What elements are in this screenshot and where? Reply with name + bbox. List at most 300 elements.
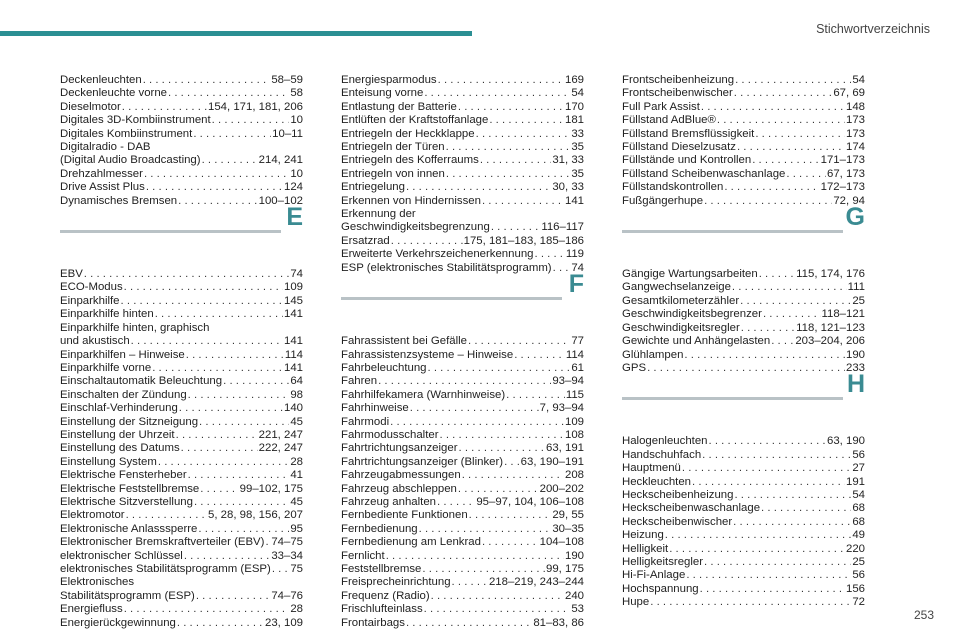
index-entry: [341, 402, 584, 415]
dot-leader: [419, 523, 552, 536]
index-column-1: [60, 74, 303, 630]
index-leader-row: [60, 603, 303, 616]
dot-leader: [459, 442, 545, 455]
index-entry: [341, 523, 584, 536]
dot-leader: [124, 281, 283, 294]
index-leader-row: [622, 295, 865, 308]
index-term: Frischlufteinlass: [341, 603, 423, 616]
dot-leader: [406, 181, 551, 194]
dot-leader: [144, 168, 289, 181]
index-leader-row: [341, 195, 584, 208]
dot-leader: [440, 429, 564, 442]
index-pages: 171–173: [820, 154, 865, 167]
index-leader-row: [622, 268, 865, 281]
index-term: Fahrassistent bei Gefälle: [341, 335, 467, 348]
index-entry: [60, 74, 303, 87]
index-pages: 23, 109: [264, 616, 303, 629]
dot-leader: [761, 502, 851, 515]
index-leader-row: [622, 435, 865, 448]
dot-leader: [84, 268, 290, 281]
section-rule: [60, 230, 281, 233]
index-leader-row: [341, 469, 584, 482]
index-entry: [622, 462, 865, 475]
index-term: GPS: [622, 361, 647, 374]
index-entry: [341, 248, 584, 261]
dot-leader: [702, 449, 851, 462]
index-pages: 222, 247: [258, 442, 303, 455]
index-term: Elektromotor: [60, 509, 125, 522]
index-pages: 54: [571, 87, 584, 100]
dot-leader: [143, 74, 271, 87]
header-accent-bar: [0, 31, 472, 36]
index-pages: 172–173: [820, 181, 865, 194]
index-pages: 56: [852, 448, 865, 461]
index-pages: 118, 121–123: [796, 321, 865, 334]
index-entry: [341, 563, 584, 576]
index-term: Enteisung vorne: [341, 87, 424, 100]
index-pages: 141: [283, 361, 303, 374]
index-leader-row: [341, 349, 584, 362]
index-entry: [341, 536, 584, 549]
dot-leader: [122, 101, 207, 114]
index-pages: 27: [852, 462, 865, 475]
dot-leader: [755, 128, 845, 141]
index-term: Glühlampen: [622, 348, 684, 361]
index-entry: [622, 516, 865, 529]
section-letter: H: [846, 370, 865, 399]
index-term: Einstellung des Datums: [60, 442, 180, 455]
index-entry: [622, 335, 865, 348]
index-leader-row: [60, 590, 303, 603]
index-leader-row: [622, 322, 865, 335]
index-pages: 28: [290, 603, 303, 616]
dot-leader: [406, 617, 532, 630]
index-term: Feststellbremse: [341, 563, 422, 575]
dot-leader: [124, 603, 290, 616]
index-entry: [60, 375, 303, 388]
index-term: Full Park Assist: [622, 100, 700, 113]
index-leader-row: [622, 449, 865, 462]
index-entry: [622, 435, 865, 448]
index-term: Fahrmodi: [341, 415, 390, 428]
index-leader-row: [60, 402, 303, 415]
index-entry: [60, 536, 303, 549]
dot-leader: [734, 489, 851, 502]
index-pages: 35: [571, 167, 584, 180]
index-term: Erkennen von Hindernissen: [341, 194, 481, 207]
index-pages: 114: [284, 348, 303, 361]
dot-leader: [704, 195, 832, 208]
index-entry: [622, 362, 865, 375]
index-pages: 54: [852, 74, 865, 86]
index-entry: [60, 181, 303, 194]
index-leader-row: [341, 416, 584, 429]
index-entry: [622, 268, 865, 281]
index-pages: 74–76: [271, 589, 303, 602]
header-title: Stichwortverzeichnis: [816, 22, 930, 36]
index-pages: 68: [852, 502, 865, 515]
index-term: ESP (elektronisches Stabilitätsprogramm): [341, 261, 552, 274]
index-pages: 100–102: [258, 194, 303, 207]
dot-leader: [701, 101, 845, 114]
index-pages: 63, 190: [826, 435, 865, 448]
index-pages: 173: [845, 114, 865, 127]
index-entry: [60, 168, 303, 181]
index-pages: 174: [845, 141, 865, 154]
index-entry: [60, 101, 303, 114]
section-rule: [622, 230, 843, 233]
index-term: Halogenleuchten: [622, 435, 708, 448]
index-term: Einschalten der Zündung: [60, 388, 187, 401]
index-term: Heckscheibenwischer: [622, 515, 733, 528]
index-entry: [341, 101, 584, 114]
index-pages: 124: [283, 181, 303, 194]
index-term: Fahrtrichtungsanzeiger: [341, 442, 458, 455]
index-entry: [622, 349, 865, 362]
index-pages: 140: [283, 402, 303, 415]
page-number: 253: [913, 608, 934, 622]
index-entry: [60, 281, 303, 294]
index-term: Entlastung der Batterie: [341, 100, 457, 113]
dot-leader: [468, 335, 570, 348]
section-letter: F: [568, 270, 584, 299]
index-leader-row: [60, 563, 303, 576]
index-entry: [622, 295, 865, 308]
index-term: Einparkhilfe hinten: [60, 308, 154, 321]
index-entry: [622, 281, 865, 294]
index-entry: [622, 114, 865, 127]
index-entry: [622, 489, 865, 502]
index-leader-row: [60, 154, 303, 167]
index-term-line: Stabilitätsprogramm (ESP): [60, 589, 195, 602]
index-term: Einstellung System: [60, 455, 157, 468]
index-term: Entlüften der Kraftstoffanlage: [341, 114, 489, 127]
index-term: Frontscheibenwischer: [622, 87, 733, 100]
index-entry: [341, 469, 584, 482]
index-term: Erweiterte Verkehrszeichenerkennung: [341, 248, 534, 261]
dot-leader: [491, 221, 541, 234]
index-term: Elektrische Sitzverstellung: [60, 495, 193, 508]
dot-leader: [469, 509, 552, 522]
index-entry: [622, 556, 865, 569]
index-leader-row: [60, 523, 303, 536]
index-pages: 29, 55: [552, 509, 584, 522]
dot-leader: [724, 181, 819, 194]
index-entry: [60, 603, 303, 616]
dot-leader: [686, 569, 851, 582]
index-pages: 93–94: [552, 375, 584, 388]
index-pages: 72, 94: [833, 194, 865, 207]
index-term: Einschlaf-Verhinderung: [60, 402, 178, 415]
index-leader-row: [60, 87, 303, 100]
index-entry: [341, 181, 584, 194]
index-term: Fahrmodusschalter: [341, 428, 439, 441]
dot-leader: [741, 322, 795, 335]
index-entry: [622, 569, 865, 582]
index-entry: [622, 543, 865, 556]
dot-leader: [179, 402, 283, 415]
index-entry: [341, 168, 584, 181]
index-leader-row: [341, 181, 584, 194]
index-entry: [60, 429, 303, 442]
index-entry: [341, 496, 584, 509]
dot-leader: [428, 362, 571, 375]
index-term: Entriegeln von innen: [341, 167, 445, 180]
index-leader-row: [341, 389, 584, 402]
index-entry: [60, 362, 303, 375]
index-leader-row: [622, 181, 865, 194]
dot-leader: [431, 590, 564, 603]
section-header: [60, 203, 303, 268]
index-leader-row: [622, 308, 865, 321]
index-leader-row: [341, 509, 584, 522]
dot-leader: [452, 576, 488, 589]
index-pages: 114: [565, 348, 584, 361]
index-pages: 25: [852, 555, 865, 568]
dot-leader: [553, 262, 571, 275]
index-pages: 141: [564, 194, 584, 207]
index-pages: 190: [845, 348, 865, 361]
index-leader-row: [622, 114, 865, 127]
index-term: Gesamtkilometerzähler: [622, 294, 740, 307]
dot-leader: [422, 563, 545, 576]
index-column-3: [622, 74, 865, 610]
index-pages: 61: [571, 361, 584, 374]
index-term: Füllstand Dieselzusatz: [622, 141, 736, 154]
index-entry: [60, 563, 303, 576]
index-term-line: (Digital Audio Broadcasting): [60, 154, 201, 167]
index-leader-row: [622, 476, 865, 489]
index-leader-row: [341, 590, 584, 603]
dot-leader: [647, 362, 845, 375]
index-pages: 77: [571, 335, 584, 348]
dot-leader: [424, 603, 571, 616]
index-term: Energierückgewinnung: [60, 616, 176, 629]
index-term: Freisprecheinrichtung: [341, 576, 451, 589]
index-pages: 240: [564, 589, 584, 602]
index-pages: 5, 28, 98, 156, 207: [207, 509, 303, 522]
index-term: Geschwindigkeitsregler: [622, 321, 740, 334]
dot-leader: [458, 101, 564, 114]
index-entry: [60, 389, 303, 402]
index-pages: 7, 93–94: [539, 402, 584, 415]
index-pages: 54: [852, 488, 865, 501]
index-entry: [341, 509, 584, 522]
index-term: Elektronischer Bremskraftverteiler (EBV): [60, 536, 265, 549]
index-term: Fahrtrichtungsanzeiger (Blinker): [341, 455, 504, 468]
index-leader-row: [341, 375, 584, 388]
index-term-line: und akustisch: [60, 335, 130, 348]
index-term: Füllstand AdBlue®: [622, 114, 716, 127]
index-entry: [341, 114, 584, 127]
index-leader-row: [341, 248, 584, 261]
index-entry: [341, 617, 584, 630]
index-term: Einparkhilfen – Hinweise: [60, 348, 185, 361]
index-term: Elektronisches: [60, 576, 135, 589]
index-entry: [60, 268, 303, 281]
dot-leader: [202, 154, 258, 167]
index-entry: [622, 168, 865, 181]
index-leader-row: [60, 114, 303, 127]
index-entry: [60, 523, 303, 536]
index-entry: [622, 502, 865, 515]
index-term: Heizung: [622, 529, 664, 542]
index-pages: 10–11: [272, 127, 303, 140]
index-leader-row: [622, 462, 865, 475]
index-term: Elektrische Fensterheber: [60, 469, 187, 482]
index-entry: [60, 496, 303, 509]
index-pages: 214, 241: [258, 154, 303, 167]
index-pages: 10: [290, 167, 303, 180]
index-leader-row: [622, 141, 865, 154]
index-term: Gewichte und Anhängelasten: [622, 335, 771, 348]
index-term: Energiefluss: [60, 603, 123, 616]
dot-leader: [121, 295, 283, 308]
dot-leader: [188, 389, 290, 402]
dot-leader: [759, 268, 795, 281]
index-entry: [60, 416, 303, 429]
index-leader-row: [60, 375, 303, 388]
dot-leader: [771, 335, 794, 348]
index-leader-row: [60, 536, 303, 549]
dot-leader: [158, 456, 289, 469]
index-pages: 95–97, 104, 106–108: [476, 495, 584, 508]
index-term: ECO-Modus: [60, 281, 123, 294]
index-entry: [622, 476, 865, 489]
index-entry: [622, 128, 865, 141]
index-entry: [341, 87, 584, 100]
index-entry: [622, 322, 865, 335]
index-entry: [622, 181, 865, 194]
index-pages: 67, 173: [826, 167, 865, 180]
index-pages: 31, 33: [552, 154, 584, 167]
index-term: Fernbediente Funktionen: [341, 509, 468, 522]
dot-leader: [424, 87, 570, 100]
index-pages: 109: [283, 281, 303, 294]
index-pages: 41: [290, 469, 303, 482]
dot-leader: [735, 74, 851, 87]
index-leader-row: [60, 181, 303, 194]
index-term: Elektrische Feststellbremse: [60, 482, 200, 495]
index-leader-row: [622, 349, 865, 362]
index-leader-row: [341, 603, 584, 616]
dot-leader: [437, 496, 475, 509]
index-term: Fahrassistenzsysteme – Hinweise: [341, 348, 514, 361]
index-entry: [622, 74, 865, 87]
dot-leader: [504, 456, 520, 469]
index-term: Einstellung der Sitzneigung: [60, 415, 199, 428]
index-entry: [341, 128, 584, 141]
index-leader-row: [341, 101, 584, 114]
index-entry: [622, 529, 865, 542]
index-pages: 115: [565, 388, 584, 401]
index-entry: [341, 429, 584, 442]
dot-leader: [378, 375, 551, 388]
index-leader-row: [60, 496, 303, 509]
section-letter: E: [286, 203, 303, 232]
index-term: Fahren: [341, 375, 378, 388]
index-entry: [60, 195, 303, 208]
index-pages: 119: [565, 248, 584, 261]
index-term: Entriegeln des Kofferraums: [341, 154, 479, 167]
index-leader-row: [341, 154, 584, 167]
dot-leader: [669, 543, 845, 556]
index-leader-row: [341, 114, 584, 127]
dot-leader: [514, 349, 565, 362]
dot-leader: [740, 295, 851, 308]
index-pages: 58: [290, 87, 303, 100]
dot-leader: [704, 556, 851, 569]
index-term: Fahrhilfekamera (Warnhinweise): [341, 388, 506, 401]
index-term: Handschuhfach: [622, 448, 702, 461]
index-pages: 25: [852, 294, 865, 307]
index-entry: [60, 576, 303, 603]
dot-leader: [181, 442, 258, 455]
dot-leader: [212, 114, 290, 127]
index-leader-row: [622, 556, 865, 569]
index-pages: 116–117: [541, 221, 584, 234]
index-entry: [622, 308, 865, 321]
dot-leader: [152, 362, 283, 375]
dot-leader: [438, 74, 564, 87]
index-term: Drive Assist Plus: [60, 181, 145, 194]
index-entry: [622, 596, 865, 609]
index-entry: [60, 456, 303, 469]
index-pages: 33–34: [271, 549, 303, 562]
dot-leader: [196, 590, 270, 603]
index-entry: [622, 154, 865, 167]
index-pages: 49: [852, 529, 865, 542]
index-leader-row: [622, 516, 865, 529]
index-entry: [341, 442, 584, 455]
index-leader-row: [60, 349, 303, 362]
index-entry: [341, 389, 584, 402]
index-entry: [341, 262, 584, 275]
index-term: Fernbedienung: [341, 522, 418, 535]
index-pages: 75: [290, 563, 303, 575]
index-leader-row: [341, 429, 584, 442]
index-entry: [60, 141, 303, 168]
index-leader-row: [341, 617, 584, 630]
index-leader-row: [622, 154, 865, 167]
index-leader-row: [341, 168, 584, 181]
index-leader-row: [60, 429, 303, 442]
index-pages: 141: [283, 308, 303, 321]
index-entry: [341, 74, 584, 87]
index-pages: 33: [571, 127, 584, 140]
index-entry: [341, 590, 584, 603]
index-term: Fahrzeug anhalten: [341, 495, 436, 508]
index-term: Deckenleuchte vorne: [60, 87, 168, 100]
index-pages: 30, 33: [552, 181, 584, 194]
section-header: [622, 203, 865, 268]
index-entry: [60, 322, 303, 349]
dot-leader: [188, 469, 290, 482]
index-term: EBV: [60, 268, 83, 281]
index-entry: [341, 456, 584, 469]
index-term: elektronischer Schlüssel: [60, 549, 183, 562]
dot-leader: [446, 141, 571, 154]
index-leader-row: [60, 308, 303, 321]
index-leader-row: [341, 262, 584, 275]
index-leader-row: [341, 221, 584, 234]
index-leader-row: [60, 469, 303, 482]
index-leader-row: [341, 87, 584, 100]
index-leader-row: [341, 128, 584, 141]
dot-leader: [734, 87, 833, 100]
index-leader-row: [341, 563, 584, 576]
dot-leader: [199, 416, 289, 429]
